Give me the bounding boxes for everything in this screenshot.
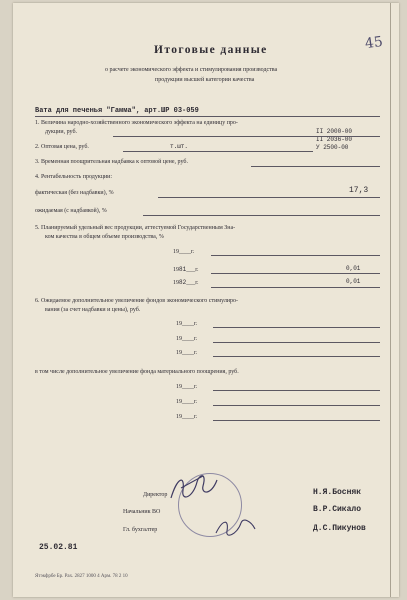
item-1-line-2: дукции, руб. [45,129,77,135]
item-1-value-1: II 2000-00 [316,128,353,135]
item-2-unit: т.шт. [170,143,189,150]
page-title: Итоговые данные [154,44,268,56]
item-3-label: 3. Временная поощрительная надбавка к оптовой цене, руб. [35,159,188,165]
item-2-label: 2. Оптовая цена, руб. [35,144,89,150]
item-1-underline [113,136,380,137]
item-5-line-1: 5. Планируемый удельный вес продукции, аттестуемой Государственным Зна- [35,225,236,231]
item-6b-row-1-year: 19____г. [176,384,198,390]
item-6-row-2-year: 19____г. [176,336,198,342]
head-label: Начальник ВО [123,509,161,515]
item-4-label: 4. Рентабельность продукции: [35,174,113,180]
document-date: 25.02.81 [39,543,78,552]
subtitle-line-2: продукции высшей категории качества [155,77,255,83]
director-label: Директор [143,492,168,498]
item-5-row-2-year: 1981___г. [173,266,199,273]
item-6-row-2-underline [213,342,380,343]
item-5-row-2-underline [211,273,380,274]
item-6b-row-3-year: 19____г. [176,414,198,420]
head-name: В.Р.Сикало [313,505,362,514]
item-6-line-1: 6. Ожидаемое дополнительное увеличение фондов экономического стимулиро- [35,298,239,304]
item-4-actual-label: фактическая (без надбавки), % [35,190,114,196]
item-4-expected-label: ожидаемая (с надбавкой), % [35,208,107,214]
item-5-row-1-underline [211,255,380,256]
accountant-label: Гл. бухгалтер [123,527,158,533]
subtitle-line-1: о расчете экономического эффекта и стимулирования производства [105,67,278,73]
item-5-line-2: ком качества в общем объеме производства, % [45,234,164,240]
print-info: Ятэкфрбе Бр. Рах. 2827 1000 4 Арм. 78 2 10 [35,574,128,579]
item-6-line-2: вания (за счет надбавки и цены), руб. [45,307,141,313]
item-6-row-3-year: 19____г. [176,350,198,356]
item-5-row-1-year: 19____г. [173,249,195,255]
page-number: 45 [363,33,384,53]
item-6b-label: в том числе дополнительное увеличение фонда материального поощрения, руб. [35,369,239,375]
item-2-underline [123,151,313,152]
director-name: Н.Я.Босняк [313,488,362,497]
item-6-row-3-underline [213,356,380,357]
item-6b-row-2-underline [213,405,380,406]
item-6b-row-1-underline [213,390,380,391]
product-underline [35,116,380,117]
item-3-underline [251,166,380,167]
item-6b-row-3-underline [213,420,380,421]
product-name: Вата для печенья "Гамма", арт.ШР 03-059 [35,107,199,115]
item-6-row-1-year: 19____г. [176,321,198,327]
item-5-row-2-value: 0,01 [346,265,361,272]
document-sheet [13,3,399,597]
item-6b-row-2-year: 19____г. [176,399,198,405]
director-signature [163,468,223,508]
item-1-line-1: 1. Величина народно-хозяйственного экономического эффекта на единицу про- [35,120,238,126]
accountant-signature [213,515,258,540]
item-4-actual-underline [158,197,380,198]
item-4-expected-underline [143,215,380,216]
accountant-name: Д.С.Пикунов [313,524,366,533]
item-4-actual-value: 17,3 [349,186,369,195]
item-1-value-2: II 2036-00 [316,136,353,143]
item-5-row-3-underline [211,287,380,288]
item-1-value-3: У 2500-00 [316,144,349,151]
item-5-row-3-year: 1982___г. [173,279,199,286]
item-6-row-1-underline [213,327,380,328]
item-5-row-3-value: 0,01 [346,278,361,285]
